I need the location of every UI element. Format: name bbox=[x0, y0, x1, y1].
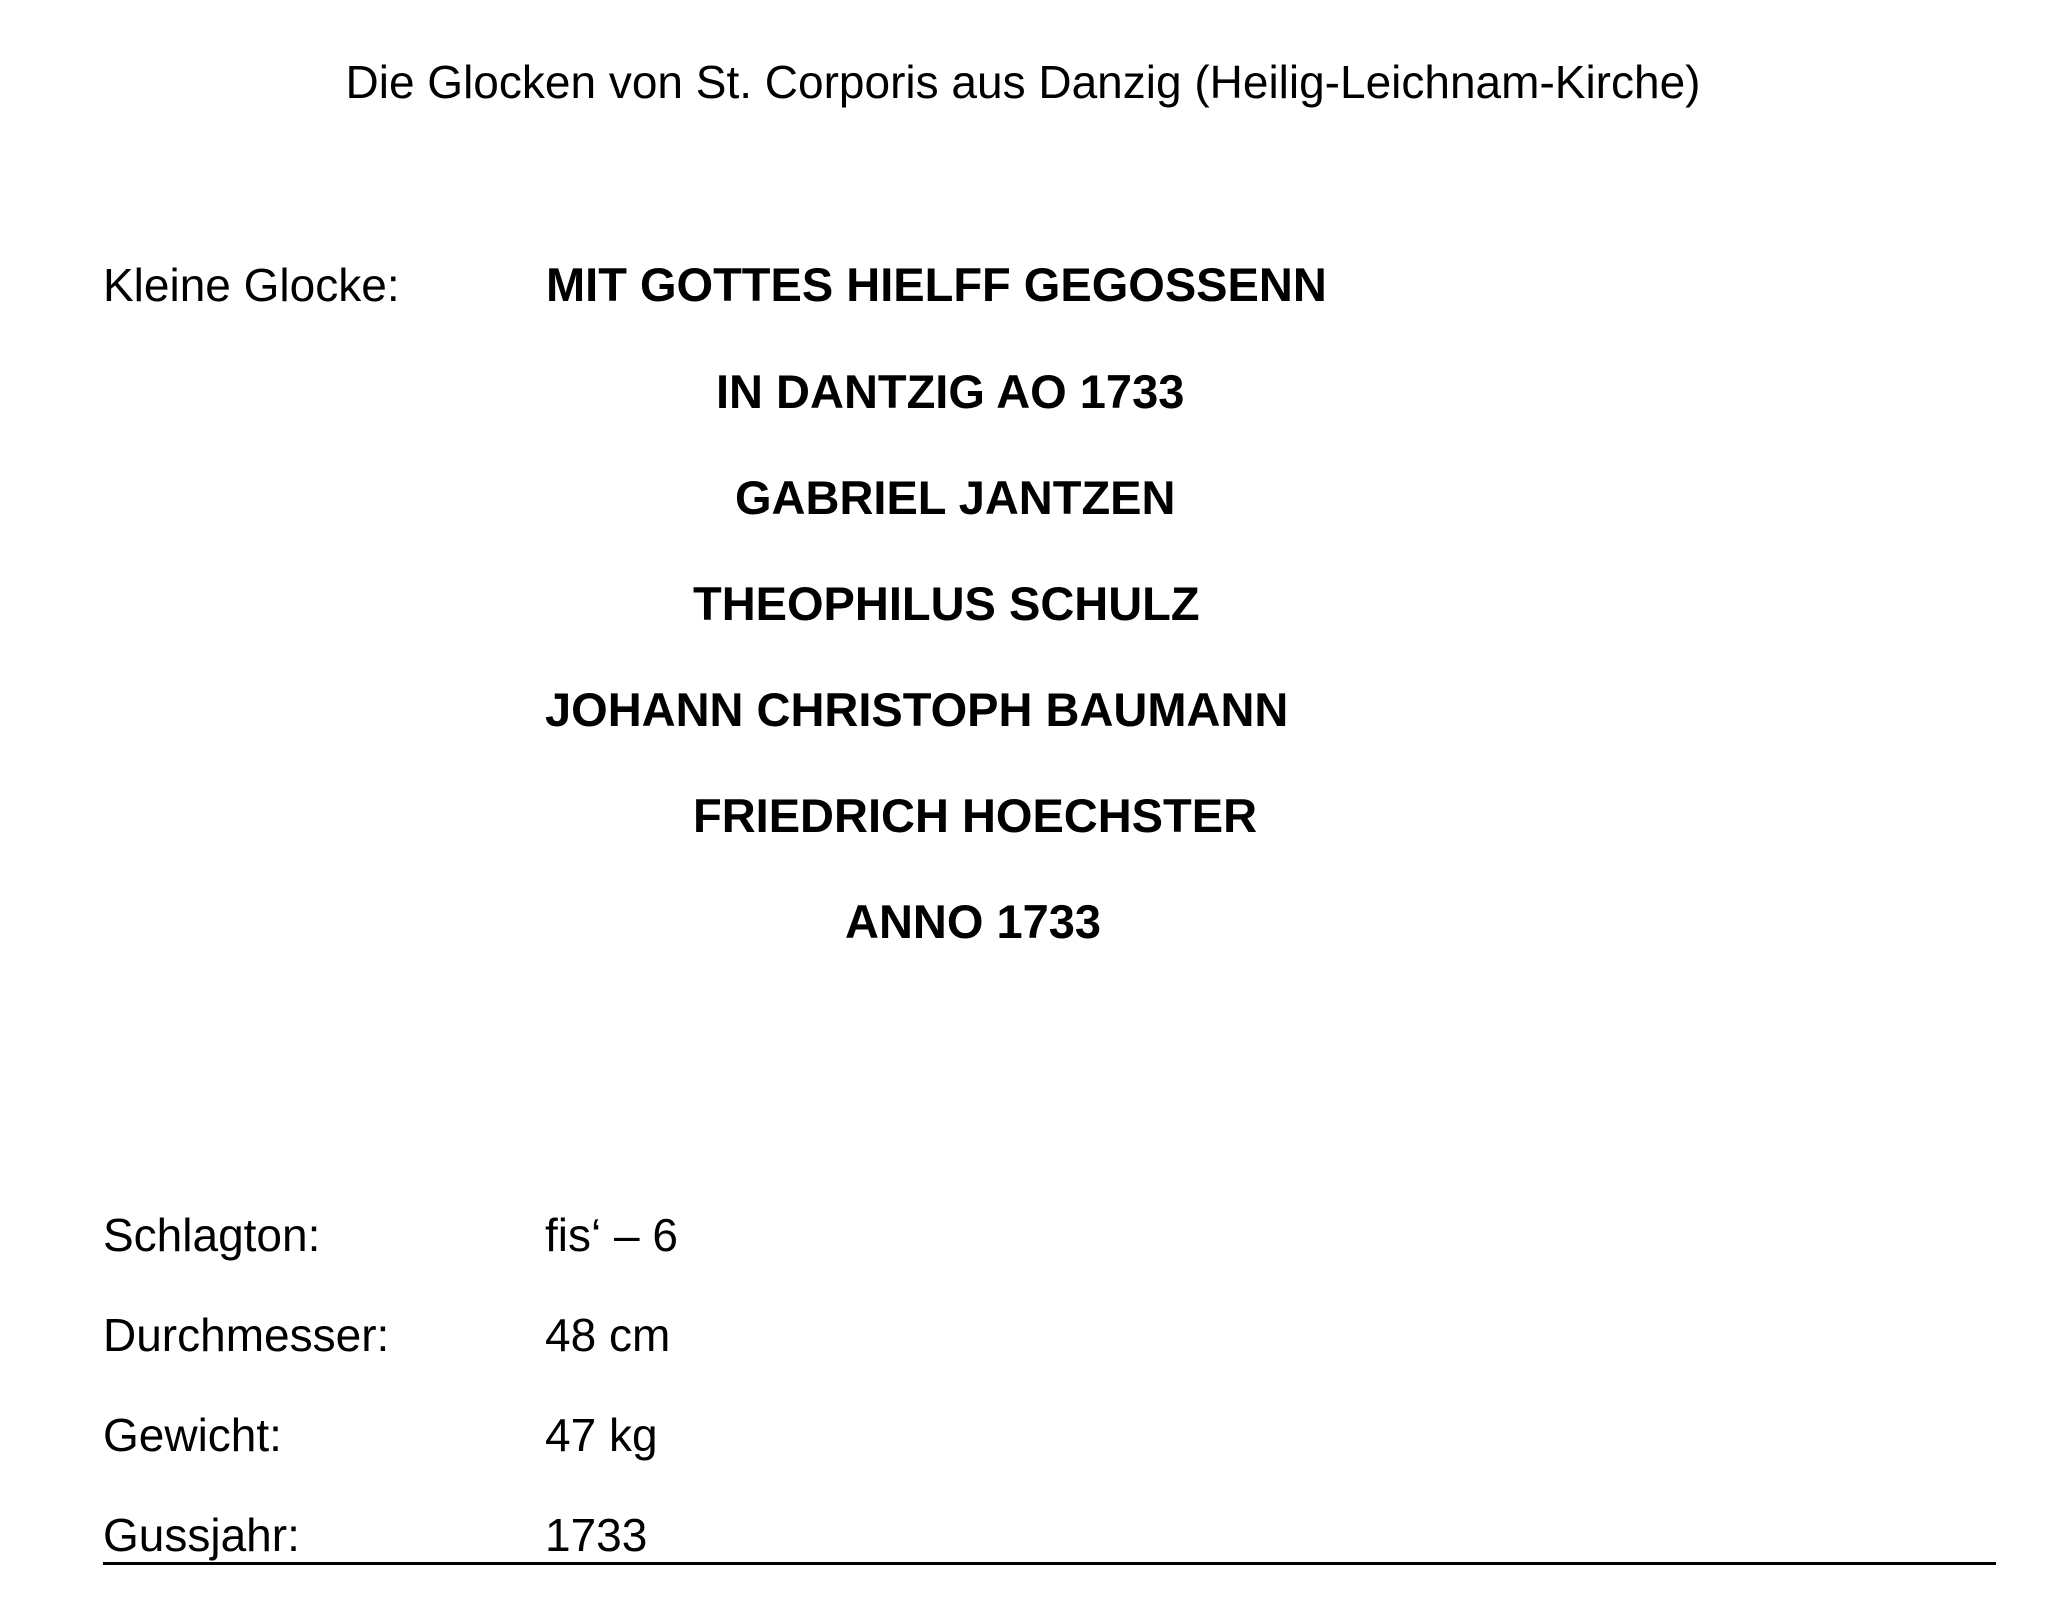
spec-label-schlagton: Schlagton: bbox=[103, 1209, 321, 1261]
spec-label-gewicht: Gewicht: bbox=[103, 1409, 282, 1461]
bottom-rule bbox=[103, 1562, 1996, 1565]
inscription-line-3: GABRIEL JANTZEN bbox=[735, 471, 1176, 524]
inscription-line-5: JOHANN CHRISTOPH BAUMANN bbox=[545, 683, 1289, 736]
inscription-line-2: IN DANTZIG AO 1733 bbox=[716, 365, 1185, 418]
spec-value-durchmesser: 48 cm bbox=[545, 1309, 671, 1361]
inscription-line-6: FRIEDRICH HOECHSTER bbox=[693, 789, 1258, 842]
page-title: Die Glocken von St. Corporis aus Danzig (Heilig-Leichnam-Kirche) bbox=[345, 56, 1701, 108]
spec-label-gussjahr: Gussjahr: bbox=[103, 1509, 300, 1561]
inscription-line-4: THEOPHILUS SCHULZ bbox=[693, 577, 1200, 630]
spec-label-durchmesser: Durchmesser: bbox=[103, 1309, 390, 1361]
inscription-line-7: ANNO 1733 bbox=[845, 895, 1101, 948]
spec-value-gewicht: 47 kg bbox=[545, 1409, 658, 1461]
spec-value-gussjahr: 1733 bbox=[545, 1509, 648, 1561]
inscription-line-1: MIT GOTTES HIELFF GEGOSSENN bbox=[546, 258, 1327, 311]
bell-label: Kleine Glocke: bbox=[103, 259, 400, 311]
spec-value-schlagton: fis‘ – 6 bbox=[545, 1209, 678, 1261]
